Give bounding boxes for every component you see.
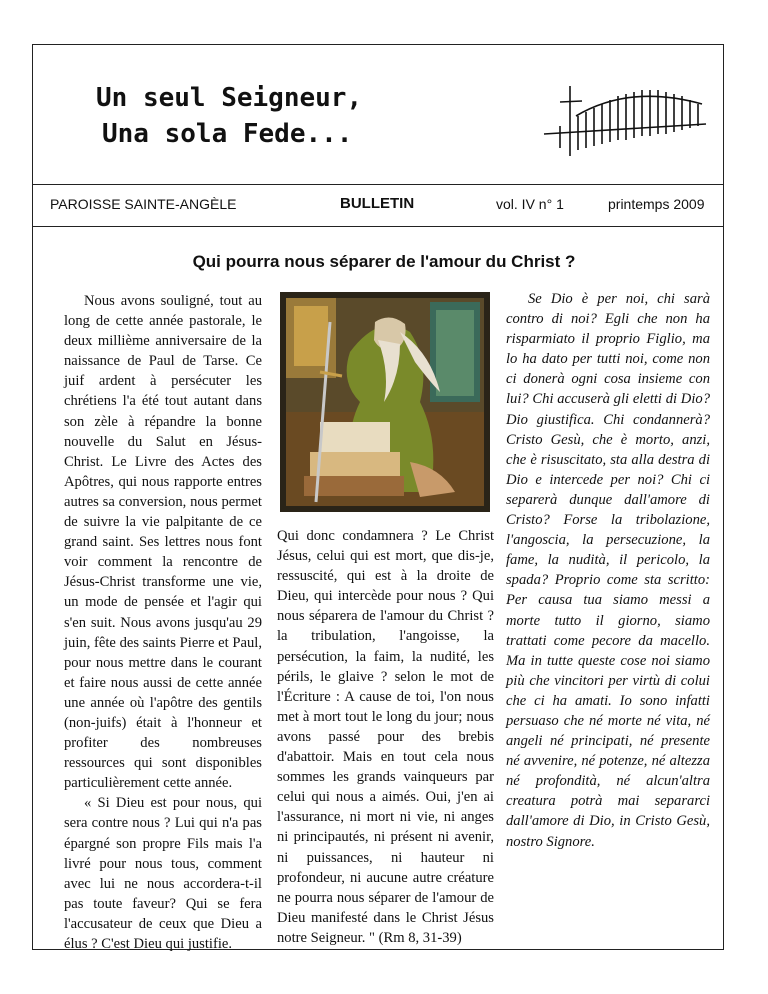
masthead-title-line2: Una sola Fede... [102,119,353,149]
parish-name: PAROISSE SAINTE-ANGÈLE [50,196,237,212]
article-paragraph: Qui donc condamnera ? Le Christ Jésus, celui qui est mort, que dis-je, ressuscité, qui est à la droite de Dieu, qui intercède pour nous ? Qui nous séparera de l'amour du Christ ? la tribulation, l'angoisse, la persécution, la faim, la nudité, les périls, le glaive ? selon le mot de l'Écriture : A cause de toi, l'on nous met à mort tout le long du jour; nous avons passé pour des brebis d'abattoir. Mais en tout cela nous sommes les grands vainqueurs par celui qui nous a aimés. Oui, j'en ai l'assurance, ni mort ni vie, ni anges ni principautés, ni présent ni avenir, ni puissances, ni hauteur ni profondeur, ni aucune autre créature ne pourra nous séparer de l'amour de Dieu manifesté dans le Christ Jésus notre Seigneur. " (Rm 8, 31-39) [277,528,494,946]
article-paragraph-italian: Se Dio è per noi, chi sarà contro di noi? Egli che non ha risparmiato il proprio Figlio, ma lo ha dato per tutti noi, come non ci donerà ogni cosa insieme con lui? Chi accuserà gli eletti di Dio? Dio giustifica. Chi condannerà? Cristo Gesù, che è morto, anzi, che è risuscitato, sta alla destra di Dio e intercede per noi? Chi ci separerà dunque dall'amore di Cristo? Forse la tribolazione, l'angoscia, la persecuzione, la fame, la nudità, il pericolo, la spada? Proprio come sta scritto: Per causa tua siamo messi a morte tutto il giorno, siamo trattati come pecore da macello. Ma in tutte queste cose noi siamo più che vincitori per virtù di colui che ci ha amati. Io sono infatti persuaso che né morte né vita, né angeli né principati, né presente né avvenire, né potenze, né altezza né profondità, né alcun'altra creatura potrà mai separarci dall'amore di Dio, in Cristo Gesù, nostro Signore. [506,291,710,850]
article-right-column [506,289,710,852]
masthead-title [96,80,362,152]
header-bottom-rule [32,226,724,227]
saint-paul-painting [280,292,490,512]
article-left-column [64,291,262,954]
church-cross-logo [540,78,710,160]
bulletin-label: BULLETIN [340,195,415,212]
masthead-title-line1: Un seul Seigneur, [96,83,363,113]
volume-number: vol. IV n° 1 [496,196,564,212]
article-middle-column [277,526,494,948]
headline: Qui pourra nous séparer de l'amour du Christ ? [192,252,576,271]
article-paragraph: Nous avons souligné, tout au long de cette année pastorale, le deux millième anniversaire de la naissance de Paul de Tarse. Ce juif ardent à persécuter les chrétiens l'a été tout autant dans son zèle à répandre la bonne nouvelle du Salut en Jésus-Christ. Le Livre des Actes des Apôtres, qui nous rapporte entres autres sa conversion, nous permet de suivre la vie palpitante de ce grand saint. Ses lettres nous font voir comment la rencontre de Jésus-Christ transforme une vie, un mode de pensée et l'agir qui s'en suit. Nous avons jusqu'au 29 juin, fête des saints Pierre et Paul, pour nous mettre dans le courant et faire nous aussi de cette année une année où l'apôtre des gentils (non-juifs) était à l'honneur et profiter des nombreuses ressources qui sont disponibles particulièrement cette année. [64,293,262,792]
header-top-rule [32,184,724,185]
season: printemps 2009 [608,196,705,212]
article-paragraph: « Si Dieu est pour nous, qui sera contre nous ? Lui qui n'a pas épargné son propre Fils mais l'a livré pour nous tous, comment avec lui ne nous accordera-t-il pas toute faveur? Qui se fera l'accusateur de ceux que Dieu a élus ? C'est Dieu qui justifie. [64,795,262,952]
